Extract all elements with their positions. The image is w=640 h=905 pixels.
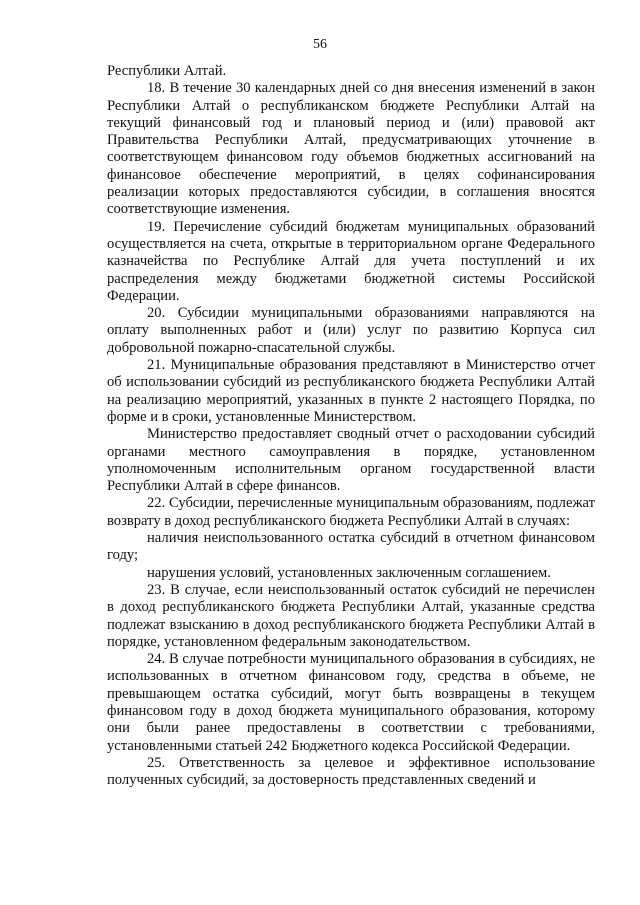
paragraph-25: 25. Ответственность за целевое и эффективное использование полученных субсидий, за достоверность представленных сведений и	[107, 754, 595, 789]
paragraph-19: 19. Перечисление субсидий бюджетам муниципальных образований осуществляется на счета, открытые в территориальном органе Федерального казначейства по Республике Алтай для учета поступлений и их распределения между бюджетами бюджетной системы Российской Федерации.	[107, 218, 595, 304]
document-body	[107, 63, 595, 789]
paragraph-20: 20. Субсидии муниципальными образованиями направляются на оплату выполненных работ и (или) услуг по развитию Корпуса сил добровольной пожарно-спасательной службы.	[107, 305, 595, 356]
paragraph-21: 21. Муниципальные образования представляют в Министерство отчет об использовании субсидий из республиканского бюджета Республики Алтай на реализацию мероприятий, указанных в пункте 2 настоящего Порядка, по форме и в сроки, установленные Министерством.	[107, 357, 595, 425]
paragraph-continuation: Республики Алтай.	[107, 63, 227, 79]
paragraph-18: 18. В течение 30 календарных дней со дня внесения изменений в закон Республики Алтай о республиканском бюджете Республики Алтай на текущий финансовый год и плановый период и (или) правовой акт Правительства Республики Алтай, предусматривающих уточнение в соответствующем финансовом году объемов бюджетных ассигнований на финансовое обеспечение мероприятий, в целях софинансирования реализации которых предоставляются субсидии, в соглашения вносятся соответствующие изменения.	[107, 80, 595, 218]
paragraph-case-unused-balance: наличия неиспользованного остатка субсидий в отчетном финансовом году;	[107, 530, 595, 564]
paragraph-ministry-report: Министерство предоставляет сводный отчет о расходовании субсидий органами местного самоуправления в порядке, установленном уполномоченным исполнительным органом государственной власти Республики Алтай в сфере финансов.	[107, 426, 595, 495]
paragraph-22: 22. Субсидии, перечисленные муниципальным образованиям, подлежат возврату в доход республиканского бюджета Республики Алтай в случаях:	[107, 495, 595, 529]
paragraph-case-violation: нарушения условий, установленных заключенным соглашением.	[147, 564, 551, 581]
paragraph-24: 24. В случае потребности муниципального образования в субсидиях, не использованных в отчетном финансовом году, средства в объеме, не превышающем остатка субсидий, могут быть возвращены в текущем финансовом году в доход бюджета муниципального образования, которому они были ранее предоставлены в соответствии с требованиями, установленными статьей 242 Бюджетного кодекса Российской Федерации.	[107, 651, 595, 754]
page-number: 56	[313, 37, 327, 52]
paragraph-23: 23. В случае, если неиспользованный остаток субсидий не перечислен в доход республиканского бюджета Республики Алтай, указанные средства подлежат взысканию в доход республиканского бюджета Республики Алтай в порядке, установленном федеральным законодательством.	[107, 581, 595, 650]
